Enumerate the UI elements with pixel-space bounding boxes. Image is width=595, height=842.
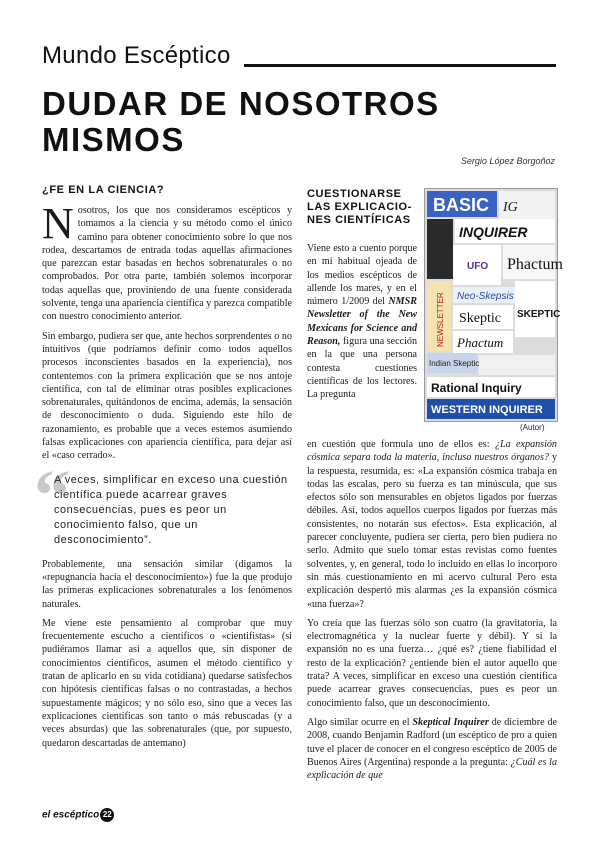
title-line-1: DUDAR DE NOSOTROS xyxy=(42,85,440,122)
magazine-covers-illustration xyxy=(425,189,563,421)
mag-phactum: Phactum xyxy=(507,256,563,273)
paragraph-4: Me viene este pensamiento al comprobar que muy frecuentemente escucho a científicos o «cientifistas» (si pudiéramos llamar así a aquellos que, sin disponer de conocimientos científicos, asumen el método científico y tratan de aplicarlo en su vida cotidiana) quedarse satisfechos con hipótesis científicas falsas o no contrastadas, a hechos supuestamente mágicos; y no sólo eso, sino que a veces las explicaciones científicas son tanto o más rebuscadas (y a veces absurdas) que las sobrenaturales (que, por supuesto, quedaron descartadas de antemano) xyxy=(42,617,292,749)
paragraph-7 xyxy=(307,716,557,782)
section-title: Mundo Escéptico xyxy=(42,42,231,69)
section-heading-cuestionarse: CUESTIONARSE LAS EXPLICACIO-NES CIENTÍFICAS xyxy=(307,188,412,226)
paragraph-5-cont xyxy=(307,438,557,611)
p5-text-c: figura una sección en la que una persona contesta cuestiones científicas de los lectores. La pregunta xyxy=(307,336,417,401)
paragraph-6: Yo creía que las fuerzas sólo son cuatro (la gravitatoria, la electromagnética y la nuclear fuerte y débil). Y si la expansión no es una fuerza… ¿qué es? ¿tiene fiabilidad el resto de la explicación? ¿entiende bien el autor aquello que trata? A veces, simplificar en exceso una cuestión científica puede acarrear graves consecuencias, pues es peor un conocimiento falso, que un desconocimiento. xyxy=(307,617,557,709)
article-title xyxy=(42,86,562,158)
p5-cont-c: y la respuesta, resumida, es: «La expansión cósmica trabaja en todas las escalas, pero su fuerza es tan minúscula, que sus efectos sólo son mensurables en objetos ligados por fuerzas débiles. Así, todos aquellos cuerpos ligados por fuerzas más consistentes, no notarán sus efectos». Esta explicación, al parecer concluyente, pudiera ser cierta, pero bien pudiera no serlo. Admito que suelo tomar estas revistas como fuentes solventes, y, en general, todo lo incluido en ellas lo incorporo sin más cuestionamiento en mi acervo cultural Pero esta explicación despertó mis alarmas ¿es la expansión cósmica «una fuerza»? xyxy=(307,452,557,610)
mag-phactum-2: Phactum xyxy=(457,335,504,350)
quote-mark-icon: “ xyxy=(34,454,71,535)
paragraph-1-text: osotros, los que nos consideramos escépticos y tomamos a la ciencia y su método como el único camino para obtener conocimiento sobre lo que nos rodea, descartamos de entrada todas aquellas afirmaciones que parezcan estar basadas en hechos sobrenaturales o no comprobados. Por otra parte, también solemos incorporar todas aquellas que, proviniendo de una fuente considerada solvente, tenga una apariencia científica y parezca compatible con nuestro conocimiento anterior. xyxy=(42,205,292,323)
page-number: 22 xyxy=(100,808,114,822)
footer xyxy=(42,808,114,822)
paragraph-3: Probablemente, una sensación similar (digamos la «repugnancia hacia el desconocimiento») fue la que produjo las primeras explicaciones sobrenaturales a los fenómenos naturales. xyxy=(42,558,292,610)
mag-skeptic-2: SKEPTIC xyxy=(517,309,561,320)
p5-question: ¿La expansión cósmica separa toda la materia, incluso nuestros órganos? xyxy=(307,439,557,464)
mag-neoskepsis: Neo-Skepsis xyxy=(457,291,514,302)
paragraph-1 xyxy=(42,199,292,324)
mag-indian: Indian Skeptic xyxy=(429,359,480,368)
title-line-2: MISMOS xyxy=(42,121,185,158)
drop-cap: N xyxy=(42,199,74,248)
section-heading-fe: ¿FE EN LA CIENCIA? xyxy=(42,184,165,196)
p7-a: Algo similar ocurre en el xyxy=(307,716,413,728)
paragraph-2: Sin embargo, pudiera ser que, ante hechos sorprendentes o no intuitivos (que podríamos definir como todos aquellos procesos inconscientes basados en la experiencia), nos contentemos con la primera explicación que se nos antoje científica, con tal de eliminar otras posibles explicaciones sobrenaturales, quitándonos de encima, además, la sensación de desconocimiento o duda. Siguiendo este hilo de razonamiento, es probable que a veces estemos asumiendo falsas explicaciones con apariencia científica, para dejar así el «caso cerrado». xyxy=(42,330,292,462)
mag-newsletter: NEWSLETTER xyxy=(436,292,445,347)
p7-question: ¿Cuál es la explicación de que xyxy=(307,756,557,782)
mag-ufo: UFO xyxy=(467,261,489,272)
section-rule xyxy=(244,64,556,67)
mag-western: WESTERN INQUIRER xyxy=(431,404,543,416)
mag-rational: Rational Inquiry xyxy=(431,381,522,395)
paragraph-5-top xyxy=(307,242,417,402)
p5-publication: NMSR Newsletter of the New Mexicans for Science and Reason, xyxy=(307,296,417,348)
p5-cont-a: en cuestión que formula uno de ellos es: xyxy=(307,439,495,450)
column-right xyxy=(307,438,557,782)
p7-c: de diciembre de 2008, cuando Benjamin Radford (un escéptico de pro a quien tuve el placer de conocer en el congreso escéptico de 2005 de Buenos Aires (Argentina) responde a la pregunta: xyxy=(307,716,558,768)
pull-quote-text: A veces, simplificar en exceso una cuestión científica puede acarrear graves consecuencias, pues es peor un conocimiento falso, que un desconocimiento”. xyxy=(54,473,288,546)
p5-text-a: Viene esto a cuento porque en mi habitual ojeada de los medios escépticos de allende los mares, y en el número 1/2009 del xyxy=(307,243,417,308)
p7-publication: Skeptical Inquirer xyxy=(412,716,489,728)
footer-label: el escéptico xyxy=(42,809,100,821)
image-caption: (Autor) xyxy=(520,423,545,432)
mag-basic: BASIC xyxy=(433,195,490,215)
pull-quote xyxy=(34,454,292,548)
column-left xyxy=(34,184,292,750)
svg-text:IG: IG xyxy=(503,200,518,215)
mag-inquirer: INQUIRER xyxy=(459,224,528,240)
magazine-covers-image xyxy=(424,188,563,422)
mag-skeptic: Skeptic xyxy=(459,311,501,326)
author-byline: Sergio López Borgoñoz xyxy=(460,156,555,166)
